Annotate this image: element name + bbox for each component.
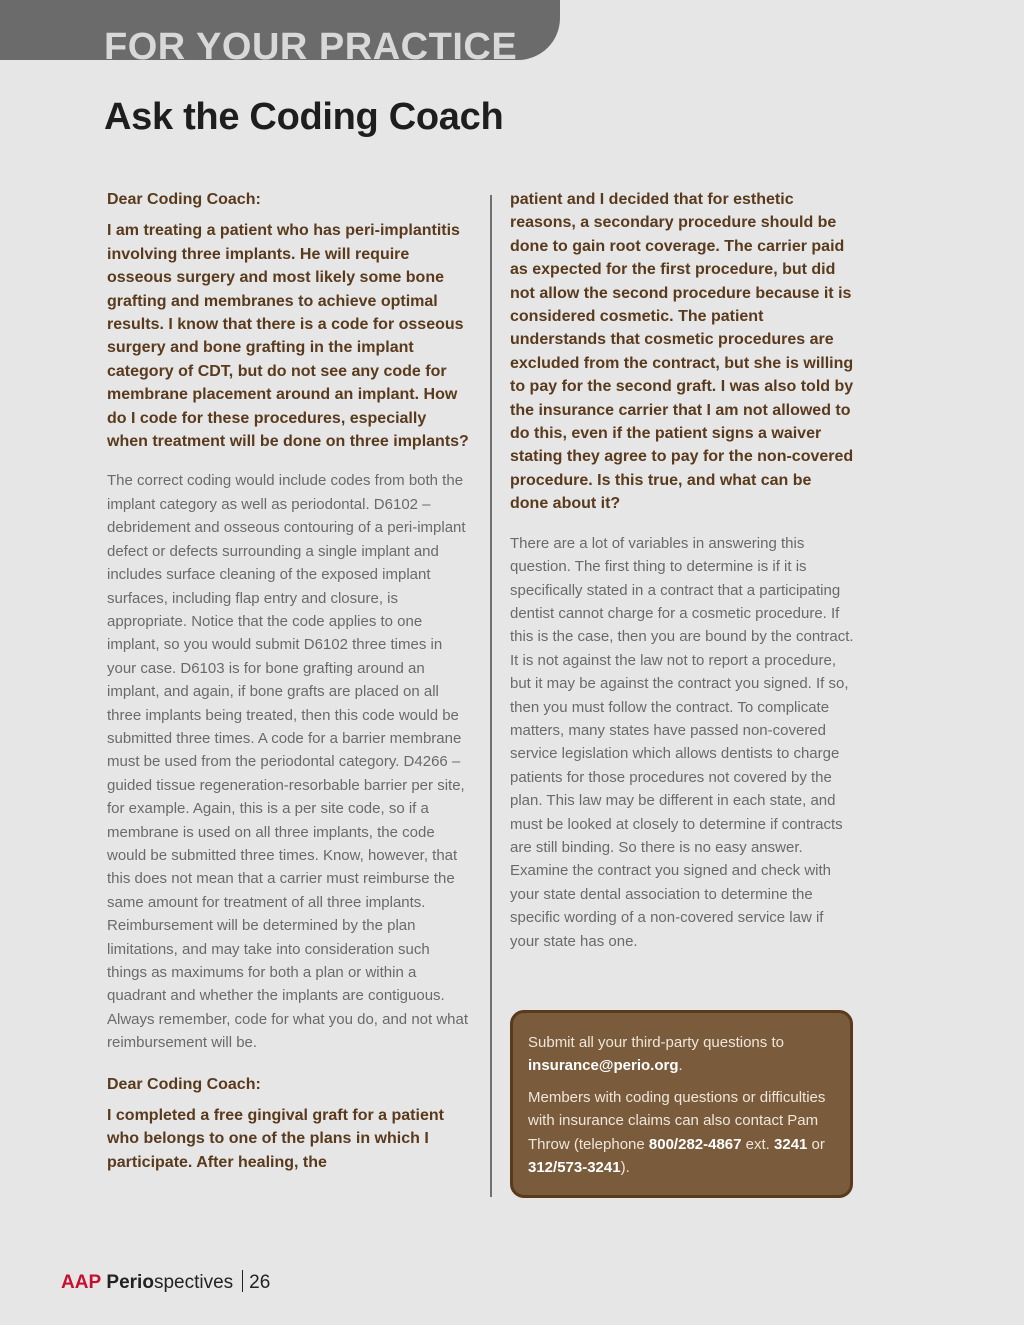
answer-1-text: The correct coding would include codes from both the implant category as well as periodontal. D6102 – debridement and osseous contouring of a peri-implant defect or defects surrounding a single implant and includes surface cleaning of the exposed implant surfaces, including flap entry and closure, is appropriate. Notice that the code applies to one implant, so you would submit D6102 three times in your case. D6103 is for bone grafting around an implant, and again, if bone grafts are placed on all three implants being treated, then this code would be submitted three times. A code for a barrier membrane must be used from the periodontal category. D4266 – guided tissue regeneration-resorbable barrier per site, for example. Again, this is a per site code, so if a membrane is used on all three implants, the code would be submitted three times. Know, however, that this does not mean that a carrier must reimburse the same amount for treatment of all three implants. Reimbursement will be determined by the plan limitations, and may take into consideration such things as maximums for both a plan or within a quadrant and whether the implants are contiguous. Always remember, code for what you do, and not what reimbursement will be. <box>107 472 469 1052</box>
brand-periospectives <box>106 1272 233 1293</box>
answer-2-text: There are a lot of variables in answering this question. The first thing to determine is if it is specifically stated in a contract that a participating dentist cannot charge for a cosmetic procedure. If this is the case, then you are bound by the contract. It is not against the law not to report a procedure, but it may be against the contract you signed. If so, then you must follow the contract. To complicate matters, many states have passed non-covered service legislation which allows dentists to charge patients for those procedures not covered by the plan. This law may be different in each state, and must be looked at closely to determine if contracts are still binding. So there is no easy answer. Examine the contract you signed and check with your state dental association to determine the specific wording of a non-covered service law if your state has one. <box>510 534 854 950</box>
question-2-text-start: I completed a free gingival graft for a patient who belongs to one of the plans in which I participate. After healing, the <box>107 1107 444 1171</box>
contact-submit-text: Submit all your third-party questions to <box>528 1034 784 1051</box>
brand-aap: AAP <box>61 1272 102 1293</box>
right-column <box>510 188 854 953</box>
contact-email-link[interactable]: insurance@perio.org <box>528 1057 679 1075</box>
column-divider <box>490 195 492 1197</box>
contact-phone-2[interactable]: 312/573-3241 <box>528 1159 621 1177</box>
contact-info-box <box>510 1010 853 1198</box>
question-2-text-continued: patient and I decided that for esthetic reasons, a secondary procedure should be done to gain root coverage. The carrier paid as expected for the first procedure, but did not allow the second procedure because it is considered cosmetic. The patient understands that cosmetic procedures are excluded from the contract, but she is willing to pay for the second graft. I was also told by the insurance carrier that I am not allowed to do this, even if the patient signs a waiver stating they agree to pay for the non-covered procedure. Is this true, and what can be done about it? <box>510 191 854 513</box>
brand-spectives: spectives <box>153 1272 234 1293</box>
contact-phone-1[interactable]: 800/282-4867 <box>648 1135 742 1153</box>
page-footer <box>61 1270 270 1294</box>
contact-members-text: Members with coding questions or difficulties with insurance claims can also contact Pam Throw (telephone <box>528 1088 826 1153</box>
section-label: FOR YOUR PRACTICE <box>104 26 518 60</box>
page-number: 26 <box>249 1272 271 1293</box>
brand-perio: Perio <box>106 1272 154 1293</box>
question-2-salutation: Dear Coding Coach: <box>107 1075 261 1093</box>
question-1-salutation: Dear Coding Coach: <box>107 191 261 208</box>
contact-closing: ). <box>620 1159 630 1177</box>
contact-period: . <box>678 1057 683 1075</box>
footer-separator <box>242 1270 243 1292</box>
question-1-text: I am treating a patient who has peri-implantitis involving three implants. He will require osseous surgery and most likely some bone grafting and membranes to achieve optimal results. I know that there is a code for osseous surgery and bone grafting in the implant category of CDT, but do not see any code for membrane placement around an implant. How do I code for these procedures, especially when treatment will be done on three implants? <box>107 222 469 451</box>
contact-submit-line <box>528 1031 836 1078</box>
page-title: Ask the Coding Coach <box>104 96 504 138</box>
left-column <box>107 188 471 1174</box>
contact-or-label: or <box>807 1135 825 1153</box>
contact-members-line <box>528 1086 836 1180</box>
contact-ext-label: ext. <box>741 1135 775 1153</box>
contact-extension: 3241 <box>774 1135 808 1153</box>
